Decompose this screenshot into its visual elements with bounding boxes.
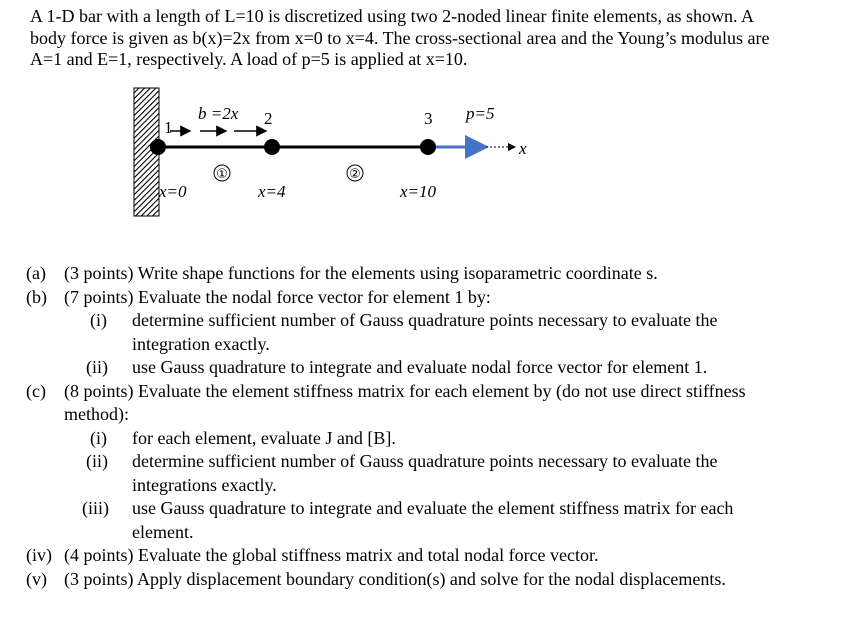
part-c-iii (26, 497, 852, 521)
part-c-ii (26, 450, 852, 474)
part-b-i-text: determine sufficient number of Gauss quadrature points necessary to evaluate the (132, 310, 718, 330)
part-c-iii-label: (iii) (82, 498, 109, 518)
part-v (26, 568, 852, 592)
part-c-ii-text: determine sufficient number of Gauss quadrature points necessary to evaluate the (132, 451, 718, 471)
load-label: p=5 (466, 104, 495, 123)
part-b-ii-text: use Gauss quadrature to integrate and evaluate nodal force vector for element 1. (132, 357, 708, 377)
axis-label: x (519, 139, 527, 158)
node-3-dot (420, 139, 436, 155)
problem-line-1: A 1-D bar with a length of L=10 is discretized using two 2-noded linear finite elements, as shown. A (30, 6, 754, 26)
bar-diagram (0, 0, 855, 240)
part-b-label: (b) (26, 286, 47, 307)
problem-line-3: A=1 and E=1, respectively. A load of p=5 is applied at x=10. (30, 49, 468, 69)
part-v-label: (v) (26, 568, 47, 589)
node-1-position: x=0 (159, 182, 187, 201)
part-iv (26, 544, 852, 568)
part-c-iii-text: use Gauss quadrature to integrate and evaluate the element stiffness matrix for each (132, 498, 734, 518)
problem-line-2: body force is given as b(x)=2x from x=0 to x=4. The cross-sectional area and the Young’s modulus are (30, 27, 770, 48)
part-c-i-label: (i) (90, 427, 107, 448)
part-c-ii-cont: integrations exactly. (132, 474, 277, 495)
question-parts (26, 262, 852, 591)
part-b-text: (7 points) Evaluate the nodal force vector for element 1 by: (64, 286, 491, 307)
part-c-i-text: for each element, evaluate J and [B]. (132, 427, 396, 448)
part-c-cont: method): (64, 404, 129, 424)
part-b-i-label: (i) (90, 310, 107, 330)
part-b (26, 286, 852, 310)
part-c-text: (8 points) Evaluate the element stiffness matrix for each element by (do not use direct stiffness (64, 380, 746, 401)
part-iv-label: (iv) (26, 545, 52, 565)
body-force-label: b =2x (198, 104, 239, 123)
part-b-ii-label: (ii) (86, 357, 108, 377)
part-c-i (26, 427, 852, 451)
element-1-label: ① (216, 167, 228, 182)
element-2-label: ② (349, 167, 361, 182)
node-3-number: 3 (424, 109, 433, 128)
part-a-text: (3 points) Write shape functions for the elements using isoparametric coordinate s. (64, 263, 658, 283)
part-iv-text: (4 points) Evaluate the global stiffness matrix and total nodal force vector. (64, 545, 599, 565)
node-3-position: x=10 (400, 182, 437, 201)
part-b-i (26, 309, 852, 333)
node-2-number: 2 (264, 109, 273, 128)
part-a-label: (a) (26, 263, 46, 283)
part-b-i-cont: integration exactly. (132, 333, 270, 354)
part-v-text: (3 points) Apply displacement boundary condition(s) and solve for the nodal displacements. (64, 568, 726, 589)
node-1-dot (150, 139, 166, 155)
part-b-ii (26, 356, 852, 380)
part-c-label: (c) (26, 380, 46, 401)
part-c-ii-label: (ii) (86, 451, 108, 471)
part-c (26, 380, 852, 404)
part-a (26, 262, 852, 286)
node-2-dot (264, 139, 280, 155)
part-c-iii-cont: element. (132, 521, 194, 542)
node-1-number: 1 (164, 118, 173, 137)
node-2-position: x=4 (258, 182, 286, 201)
